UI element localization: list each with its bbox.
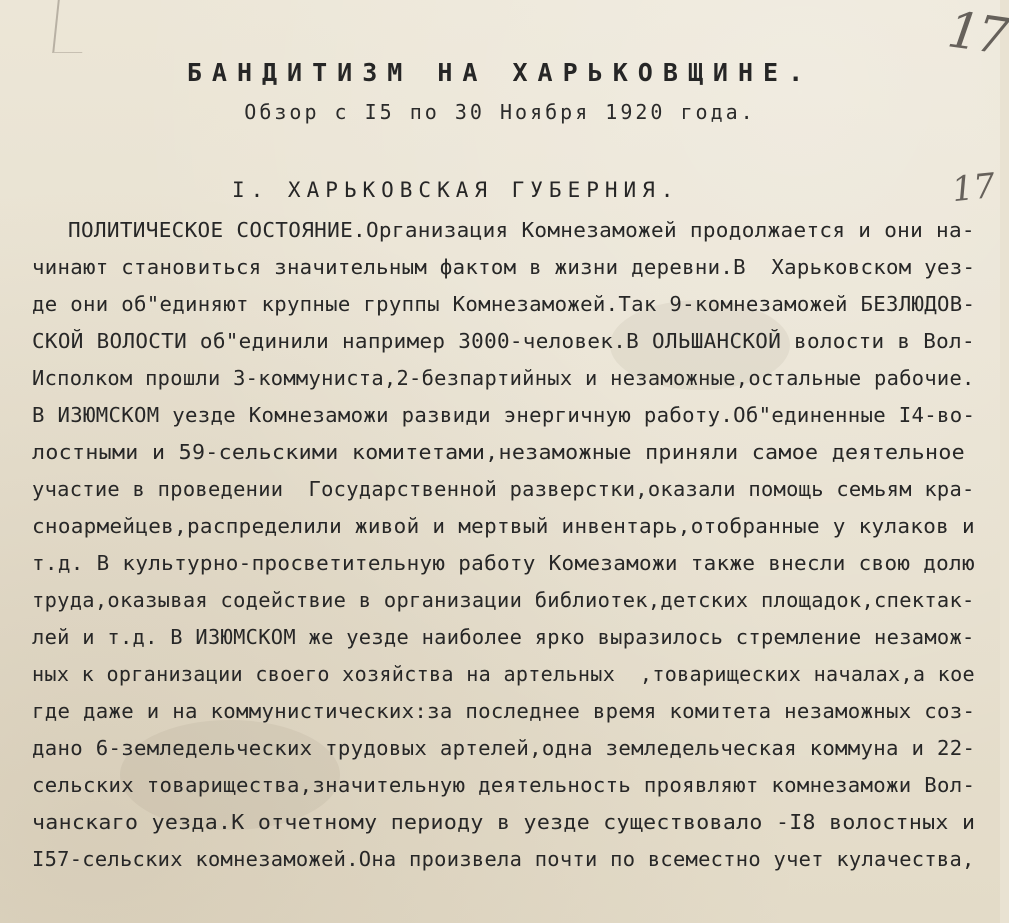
folded-corner-mark xyxy=(52,0,88,53)
handwritten-page-number-secondary: 17 xyxy=(950,165,998,211)
handwritten-page-number: 17 xyxy=(944,0,1009,66)
body-text-line: I57-сельских комнезаможей.Она произвела почти по всеместно учет кулачества, xyxy=(32,847,975,871)
body-text-line: ных к организации своего хозяйства на артельных ,товарищеских началах,а кое xyxy=(32,662,975,686)
body-text-line: ПОЛИТИЧЕСКОЕ СОСТОЯНИЕ.Организация Комнезаможей продолжается и они на- xyxy=(68,218,975,242)
body-text-line: СКОЙ ВОЛОСТИ об"единили например 3000-человек.В ОЛЬШАНСКОЙ волости в Вол- xyxy=(32,329,975,353)
body-text-line: сноармейцев,распределили живой и мертвый инвентарь,отобранные у кулаков и xyxy=(32,514,975,538)
body-text-line: дано 6-земледельческих трудовых артелей,одна земледельческая коммуна и 22- xyxy=(32,736,976,760)
body-text-line: чинают становиться значительным фактом в жизни деревни.В Харьковском уез- xyxy=(32,255,976,279)
section-heading: I. ХАРЬКОВСКАЯ ГУБЕРНИЯ. xyxy=(232,178,680,202)
body-text-line: В ИЗЮМСКОМ уезде Комнезаможи развиди энергичную работу.Об"единенные I4-во- xyxy=(32,403,976,427)
document-title: БАНДИТИЗМ НА ХАРЬКОВЩИНЕ. xyxy=(186,58,814,87)
body-text-line: труда,оказывая содействие в организации библиотек,детских площадок,спектак- xyxy=(32,588,975,612)
body-text-line: лей и т.д. В ИЗЮМСКОМ же уезде наиболее ярко выразилось стремление незамож- xyxy=(32,625,975,649)
body-text-line: лостными и 59-сельскими комитетами,незаможные приняли самое деятельное xyxy=(32,440,965,464)
body-text-line: где даже и на коммунистических:за последнее время комитета незаможных соз- xyxy=(32,699,976,723)
body-text-line: сельских товарищества,значительную деятельность проявляют комнезаможи Вол- xyxy=(32,773,976,797)
body-text-line: участие в проведении Государственной разверстки,оказали помощь семьям кра- xyxy=(32,477,975,501)
body-text-line: Исполком прошли 3-коммуниста,2-безпартийных и незаможные,остальные рабочие. xyxy=(32,366,975,390)
body-text-line: чанскаго уезда.К отчетному периоду в уезде существовало -I8 волостных и xyxy=(32,810,976,834)
body-text-line: де они об"единяют крупные группы Комнезаможей.Так 9-комнезаможей БЕЗЛЮДОВ- xyxy=(32,292,976,316)
document-subtitle: Обзор с I5 по 30 Ноября 1920 года. xyxy=(244,100,756,124)
body-text-line: т.д. В культурно-просветительную работу Комезаможи также внесли свою долю xyxy=(32,551,975,575)
